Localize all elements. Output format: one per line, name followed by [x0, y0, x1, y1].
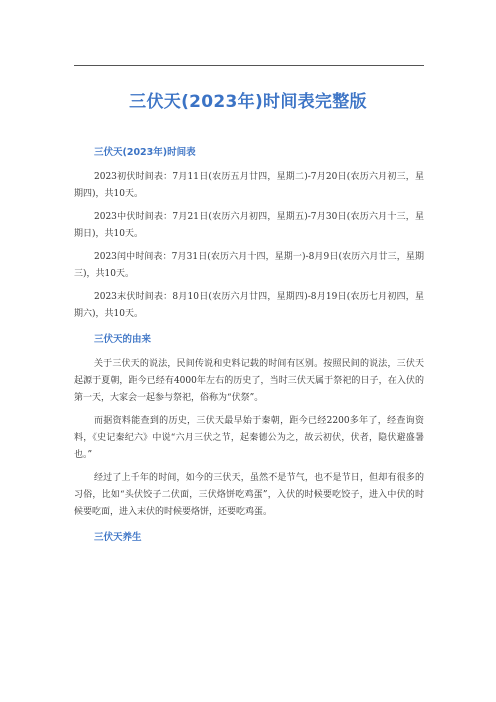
header-rule: [74, 65, 424, 66]
document-body: [74, 146, 424, 545]
paragraph-origin-customs: 经过了上千年的时间，如今的三伏天，虽然不是节气，也不是节日，但却有很多的习俗，比如“头伏饺子二伏面，三伏烙饼吃鸡蛋”，入伏的时候要吃饺子，进入中伏的时候要吃面，进入末伏的时候要烙饼，还要吃鸡蛋。: [74, 473, 424, 517]
paragraph-zhongfu: 2023中伏时间表：7月21日(农历六月初四，星期五)-7月30日(农历六月十三，星期日)，共10天。: [74, 212, 424, 239]
paragraph-chufu: 2023初伏时间表：7月11日(农历五月廿四，星期二)-7月20日(农历六月初三，星期四)，共10天。: [74, 172, 424, 199]
section-heading-origin: 三伏天的由来: [94, 334, 152, 345]
section-heading-health: 三伏天养生: [94, 532, 142, 543]
section-heading-schedule: 三伏天(2023年)时间表: [94, 147, 196, 158]
paragraph-origin-history: 而据资料能查到的历史，三伏天最早始于秦朝，距今已经2200多年了，经查询资料，《史记秦纪六》中说“六月三伏之节，起秦德公为之，故云初伏，伏者，隐伏避盛暑也。”: [74, 416, 424, 460]
paragraph-origin-legend: 关于三伏天的说法，民间传说和史料记载的时间有区别。按照民间的说法，三伏天起源于夏朝，距今已经有4000年左右的历史了，当时三伏天属于祭祀的日子，在入伏的第一天，大家会一起参与祭祀，俗称为“伏祭”。: [74, 359, 424, 403]
page-title: 三伏天(2023年)时间表完整版: [129, 92, 367, 112]
paragraph-runzhong: 2023闰中时间表：7月31日(农历六月十四，星期一)-8月9日(农历六月廿三，星期三)，共10天。: [74, 252, 424, 279]
paragraph-mofu: 2023末伏时间表：8月10日(农历六月廿四，星期四)-8月19日(农历七月初四，星期六)，共10天。: [74, 292, 424, 319]
